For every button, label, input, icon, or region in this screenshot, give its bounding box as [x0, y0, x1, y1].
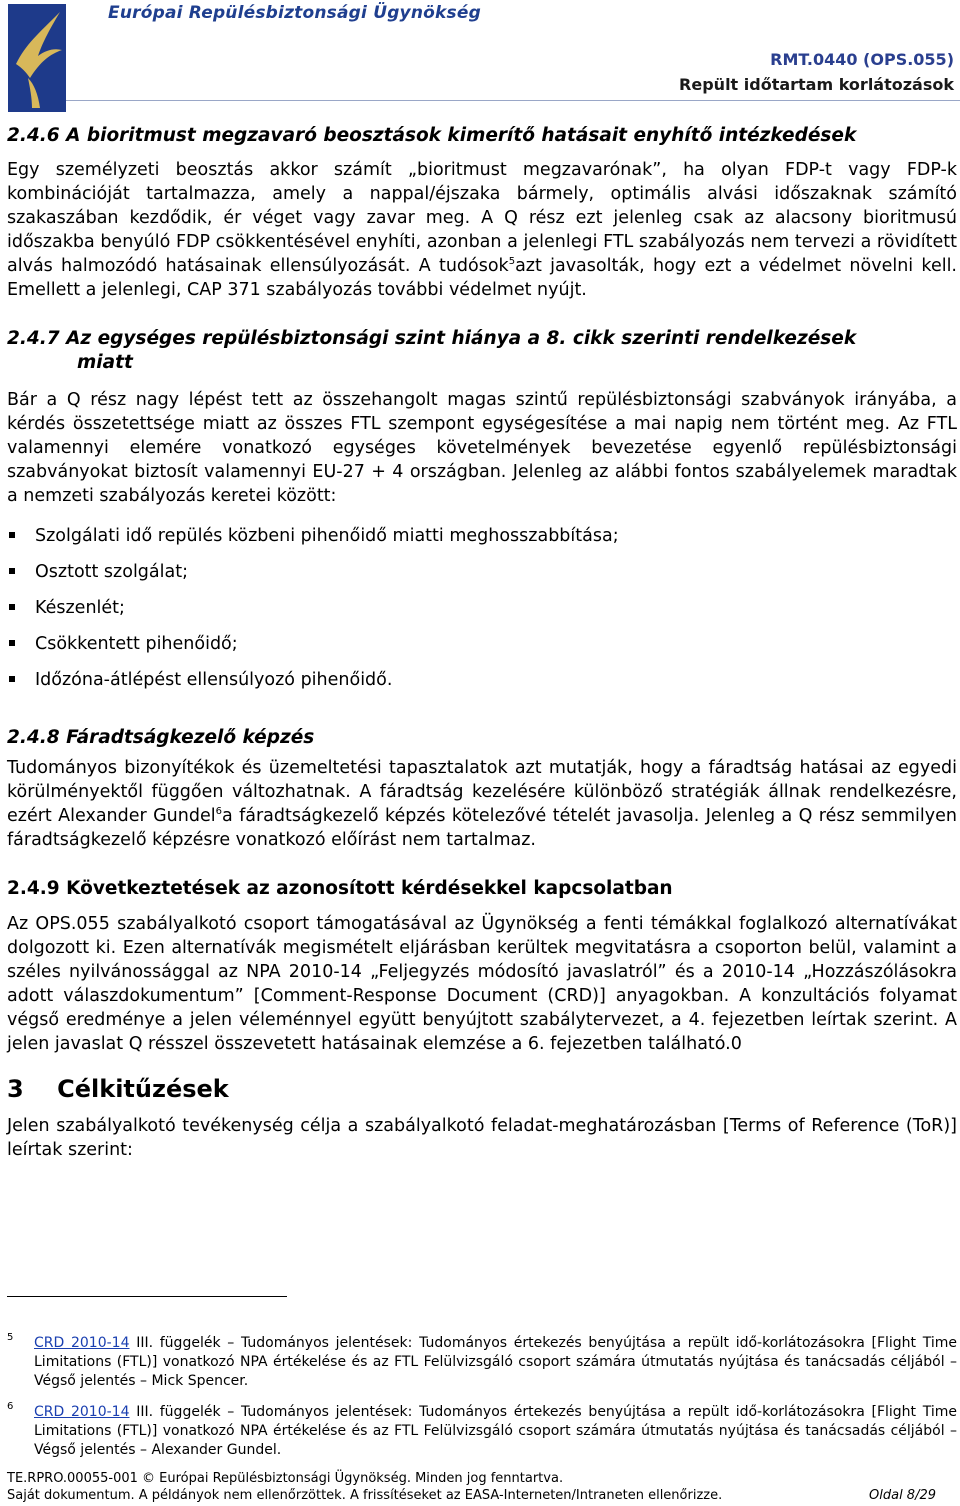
body-content [7, 124, 957, 1162]
footnote-ref-5[interactable]: 5 [508, 256, 516, 267]
list-item [7, 632, 957, 656]
paragraph-3: Jelen szabályalkotó tevékenység célja a szabályalkotó feladat-meghatározásban [Terms of Reference (ToR)] leírtak szerint: [7, 1116, 957, 1160]
paragraph-text: azt javasolták, hogy ezt a védelmet növelni kell. Emellett a jelenlegi, CAP 371 szabályozás további védelmet nyújt. [7, 256, 957, 300]
footnote-6 [7, 1403, 957, 1460]
header-divider [66, 100, 960, 101]
footer-copyright: TE.RPRO.00055-001 © Európai Repülésbiztonsági Ügynökség. Minden jog fenntartva. [7, 1471, 564, 1486]
paragraph-2-4-6 [7, 158, 957, 302]
heading-2-4-8: 2.4.8 Fáradtságkezelő képzés [7, 727, 315, 748]
heading-2-4-7 [7, 327, 957, 375]
list-item [7, 524, 957, 548]
paragraph-2-4-8 [7, 756, 957, 852]
list-item-text: Szolgálati idő repülés közbeni pihenőidő miatti meghosszabbítása; [35, 526, 619, 546]
footnote-ref-6[interactable]: 6 [215, 806, 222, 817]
list-item [7, 560, 957, 584]
list-item [7, 596, 957, 620]
footnote-5 [7, 1334, 957, 1391]
footnote-link[interactable]: CRD 2010-14 [34, 1404, 130, 1420]
list-item-text: Időzóna-átlépést ellensúlyozó pihenőidő. [35, 670, 393, 690]
heading-2-4-9: 2.4.9 Következtetések az azonosított kérdésekkel kapcsolatban [7, 878, 673, 899]
paragraph-2-4-7: Bár a Q rész nagy lépést tett az összehangolt magas szintű repülésbiztonsági szabványok irányába, a kérdés összetettsége miatt az összes FTL szempont egységesítése a mai napig nem történt meg. Az FTL valamennyi elemére vonatkozó egységes követelmények bevezetése egyenlő repülésbiztonsági szabványokat biztosít valamennyi EU-27 + 4 országban. Jelenleg az alábbi fontos szabályelemek maradtak a nemzeti szabályozás keretei között: [7, 390, 957, 506]
bullet-square-icon [9, 568, 15, 574]
footnote-text [34, 1334, 957, 1391]
heading-line: miatt [77, 352, 133, 373]
easa-logo-icon [8, 4, 66, 112]
bullet-square-icon [9, 532, 15, 538]
bullet-list [7, 524, 957, 692]
list-item-text: Csökkentett pihenőidő; [35, 634, 238, 654]
heading-2-4-6: 2.4.6 A bioritmust megzavaró beosztások kimerítő hatásait enyhítő intézkedések [7, 125, 857, 146]
footnote-body: III. függelék – Tudományos jelentések: Tudományos értekezés benyújtása a repült idő-korlátozásokra [Flight Time Limitations (FTL)] vonatkozó NPA értékelése és az FTL Felülvizsgáló csoport számára útmutatás nyújtása és tanácsadás céljából – Végső jelentés – Alexander Gundel. [34, 1404, 957, 1458]
footer-notice: Saját dokumentum. A példányok nem ellenőrzöttek. A frissítéseket az EASA-Interneten/Intraneten ellenőrizze. [7, 1488, 723, 1503]
agency-name: Európai Repülésbiztonsági Ügynökség [108, 3, 481, 23]
paragraph-2-4-9: Az OPS.055 szabályalkotó csoport támogatásával az Ügynökség a fenti témákkal foglalkozó alternatívákat dolgozott ki. Ezen alternatívák megismételt eljárásban kerültek megvitatásra a csoporton belül, valamint a széles nyilvánossággal az NPA 2010-14 „Feljegyzés módosító javaslatról” és a 2010-14 „Hozzászólásokra adott válaszdokumentum” [Comment-Response Document (CRD)] anyagokban. A konzultációs folyamat végső eredménye a jelen véleménnyel együtt benyújtott szabálytervezet, a 4. fejezetben leírtak szerint. A jelen javaslat Q résszel összevetett hatásainak elemzése a 6. fejezetben található.0 [7, 914, 957, 1054]
heading-line: 2.4.7 Az egységes repülésbiztonsági szint hiánya a 8. cikk szerinti rendelkezések [7, 328, 857, 349]
bullet-square-icon [9, 640, 15, 646]
footnote-link[interactable]: CRD 2010-14 [34, 1335, 130, 1351]
document-title: Repült időtartam korlátozások [679, 75, 954, 94]
paragraph-text: Tudományos bizonyítékok és üzemeltetési tapasztalatok azt mutatják, hogy a fáradtság hatásai az egyedi körülményektől függően változhatnak. A fáradtság kezelésére különböző stratégiák állnak rendelkezésre, ezért Alexander Gundel [7, 758, 957, 826]
paragraph-text: a fáradtságkezelő képzés kötelezővé tételét javasolja. Jelenleg a Q rész semmilyen fáradtságkezelő képzésre vonatkozó előírást nem tartalmaz. [7, 806, 957, 850]
list-item-text: Készenlét; [35, 598, 125, 618]
heading-3: 3 Célkitűzések [7, 1075, 229, 1103]
list-item-text: Osztott szolgálat; [35, 562, 188, 582]
paragraph-text: Egy személyzeti beosztás akkor számít „bioritmust megzavarónak”, ha olyan FDP-t vagy FDP-k kombinációját tartalmazza, amely a nappal/éjszaka bármely, optimális alvási időszaknak számító szakaszában kezdődik, ér véget vagy zavar meg. A Q rész ezt jelenleg csak az alacsony bioritmusú időszakba benyúló FDP csökkentésével enyhíti, azonban a jelenlegi FTL szabályozás nem tervezi a rövidített alvás halmozódó hatásainak ellensúlyozását. A tudósok [7, 160, 957, 276]
footnote-number: 5 [7, 1332, 14, 1343]
footnote-number: 6 [7, 1401, 14, 1412]
document-code [770, 50, 954, 69]
bullet-square-icon [9, 604, 15, 610]
doc-code-text: RMT.0440 (OPS.055) [770, 50, 954, 69]
footnote-body: III. függelék – Tudományos jelentések: Tudományos értekezés benyújtása a repült idő-korlátozásokra [Flight Time Limitations (FTL)] vonatkozó NPA értékelése és az FTL Felülvizsgáló csoport számára útmutatás nyújtása és tanácsadás céljából – Végső jelentés – Mick Spencer. [34, 1335, 957, 1389]
list-item [7, 668, 957, 692]
bullet-square-icon [9, 676, 15, 682]
page-number: Oldal 8/29 [869, 1488, 936, 1503]
footnote-text [34, 1403, 957, 1460]
footnote-divider [7, 1296, 287, 1297]
